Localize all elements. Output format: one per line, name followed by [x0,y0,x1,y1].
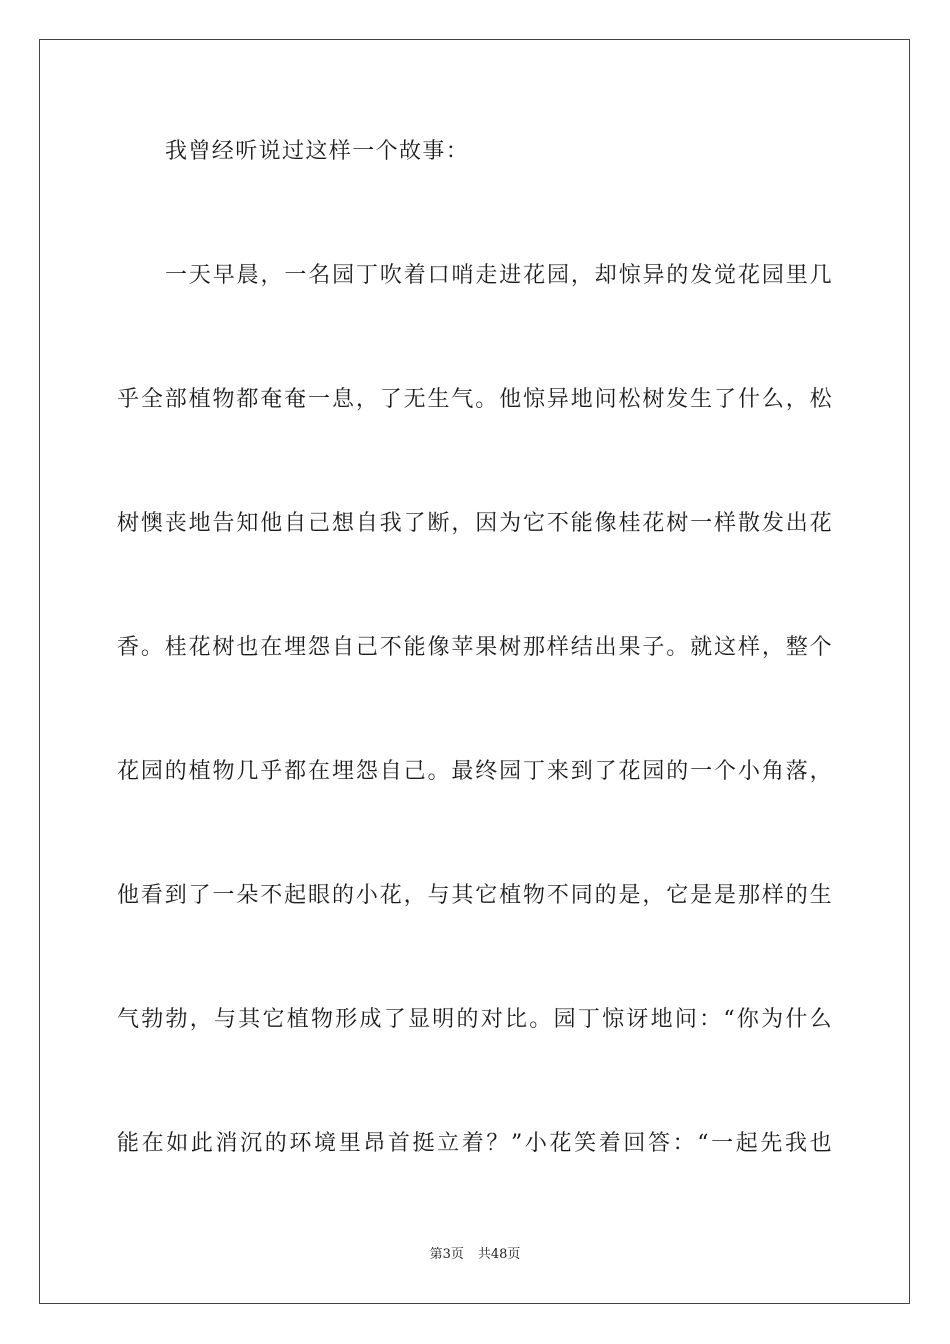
paragraph-line: 香。桂花树也在埋怨自己不能像苹果树那样结出果子。就这样，整个 [117,635,833,660]
paragraph-line: 树懊丧地告知他自己想自我了断，因为它不能像桂花树一样散发出花 [117,511,833,536]
paragraph-line: 他看到了一朵不起眼的小花，与其它植物不同的是，它是是那样的生 [117,883,833,908]
paragraph-line: 气勃勃，与其它植物形成了显明的对比。园丁惊讶地问：“你为什么 [117,1007,833,1032]
page-number: 第3页 [429,1247,464,1262]
page-total: 共48页 [477,1247,521,1262]
paragraph-line: 乎全部植物都奄奄一息，了无生气。他惊异地问松树发生了什么，松 [117,387,833,412]
page-border [39,39,910,1304]
paragraph-line: 我曾经听说过这样一个故事： [165,139,470,164]
paragraph-line: 能在如此消沉的环境里昂首挺立着？”小花笑着回答：“一起先我也 [117,1131,833,1156]
page-footer [0,1246,950,1264]
paragraph-line: 花园的植物几乎都在埋怨自己。最终园丁来到了花园的一个小角落， [117,759,833,784]
paragraph-line: 一天早晨，一名园丁吹着口哨走进花园，却惊异的发觉花园里几 [165,263,833,288]
